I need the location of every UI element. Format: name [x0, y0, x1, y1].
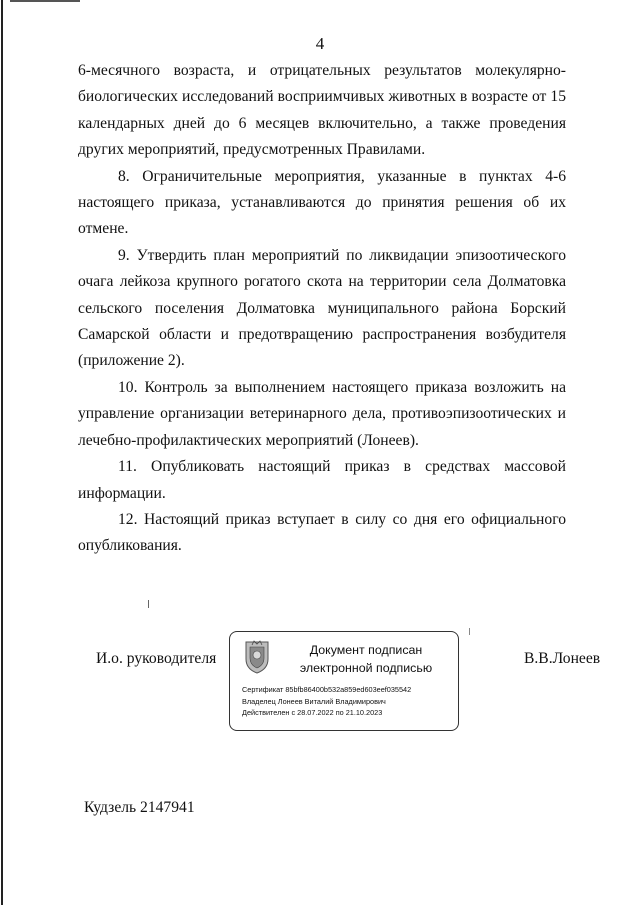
scan-artifact-mark	[148, 600, 149, 608]
scan-top-mark	[10, 0, 80, 2]
paragraph-9: 9. Утвердить план мероприятий по ликвидации эпизоотического очага лейкоза крупного рогатого скота на территории села Долматовка сельского поселения Долматовка муниципального района Борский Самарской области и предотвращению распространения возбудителя (приложение 2).	[78, 246, 566, 370]
paragraph-12: 12. Настоящий приказ вступает в силу со дня его официального опубликования.	[78, 510, 566, 555]
stamp-heading-line: Документ подписан	[309, 643, 423, 657]
electronic-signature-stamp	[229, 631, 459, 731]
paragraph-continuation: 6-месячного возраста, и отрицательных результатов молекулярно-биологических исследований восприимчивых животных в возрасте от 15 календарных дней до 6 месяцев включительно, а также проведения других мероприятий, предусмотренных Правилами.	[78, 62, 566, 159]
signer-position: И.о. руководителя	[96, 650, 217, 667]
certificate-details	[242, 684, 454, 719]
scan-artifact-mark	[469, 628, 470, 635]
coat-of-arms-icon	[242, 639, 272, 675]
signer-name: В.В.Лонеев	[524, 650, 601, 667]
certificate-owner: Владелец Лонеев Виталий Владимирович	[242, 696, 386, 706]
page-number: 4	[315, 34, 325, 53]
certificate-number: Сертификат 85bfb86400b532a859ed603eef035542	[242, 685, 412, 694]
executor-note: Кудзель 2147941	[84, 799, 195, 816]
document-body	[78, 58, 566, 560]
paragraph-10: 10. Контроль за выполнением настоящего приказа возложить на управление организации ветеринарного дела, противоэпизоотических и лечебно-профилактических мероприятий (Лонеев).	[78, 378, 566, 449]
stamp-heading-line: электронной подписью	[299, 661, 433, 675]
paragraph-8: 8. Ограничительные мероприятия, указанные в пунктах 4-6 настоящего приказа, устанавливаются до принятия решения об их отмене.	[78, 167, 566, 238]
paragraph-11: 11. Опубликовать настоящий приказ в средствах массовой информации.	[78, 458, 566, 502]
certificate-validity: Действителен с 28.07.2022 по 21.10.2023	[242, 708, 383, 717]
scan-edge-line	[1, 0, 3, 905]
stamp-heading	[286, 641, 446, 677]
